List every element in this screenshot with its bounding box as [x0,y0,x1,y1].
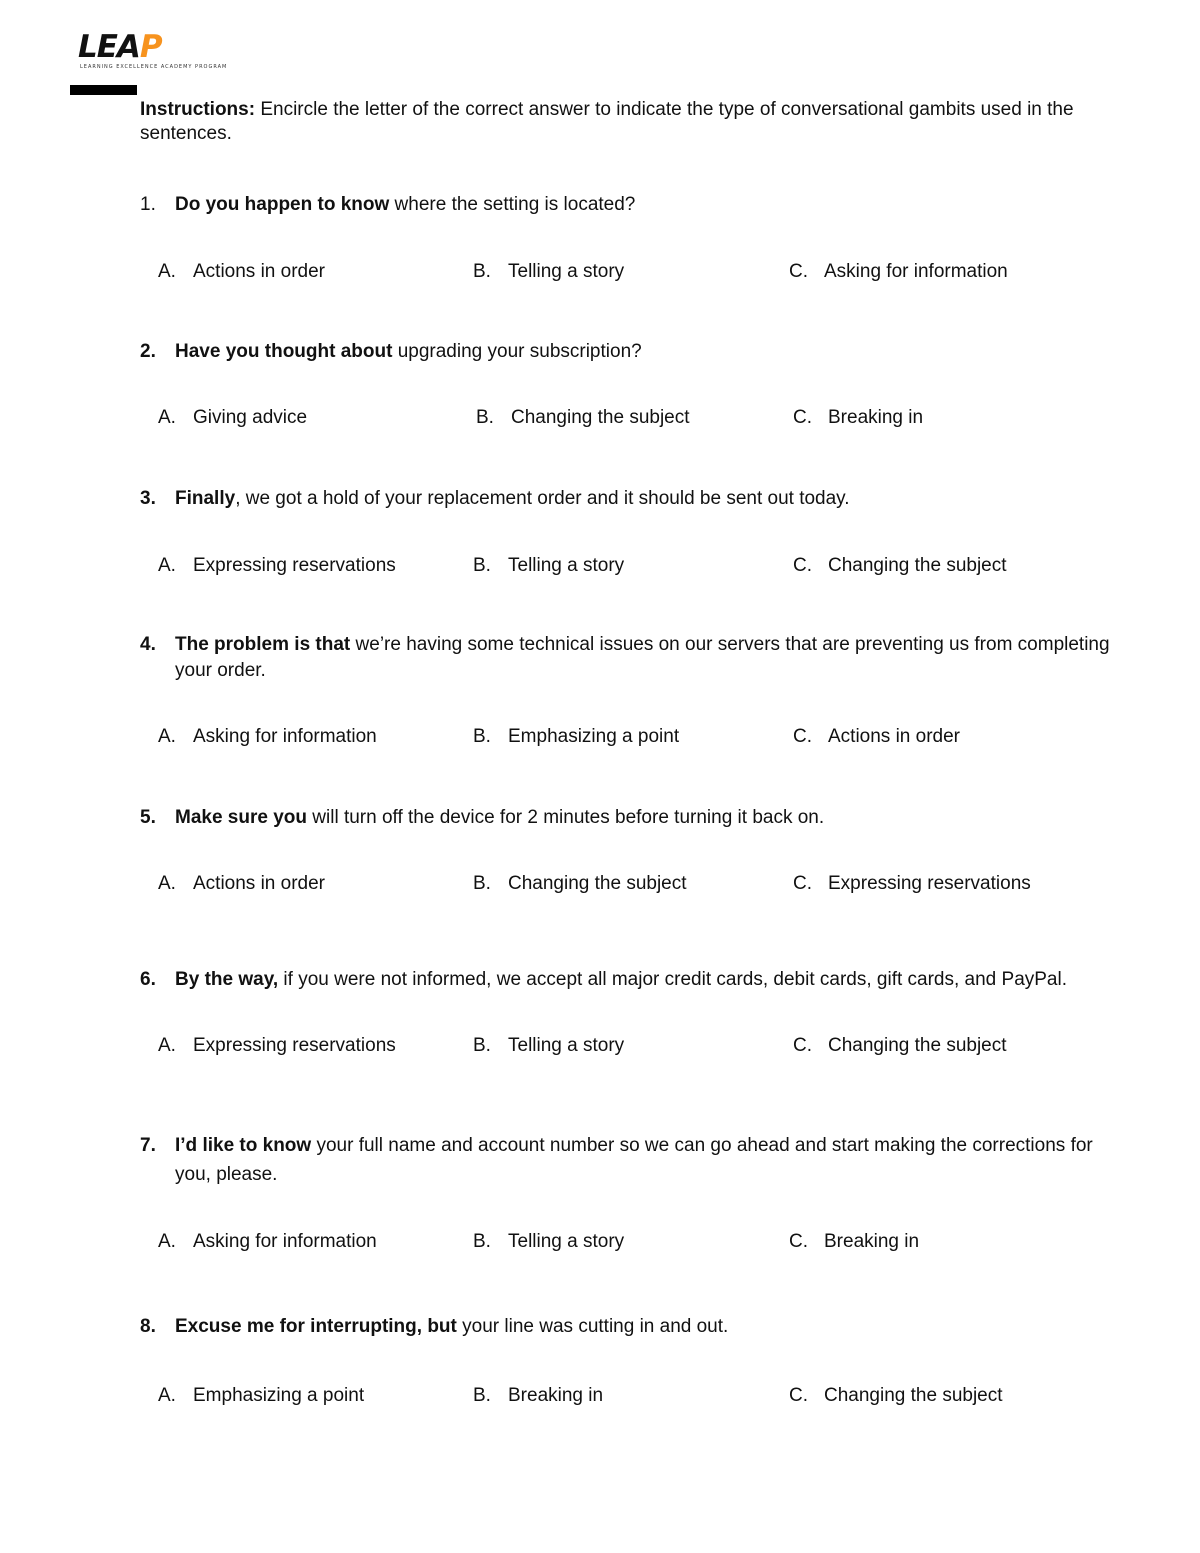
option-3c[interactable]: C. Changing the subject [793,555,1007,576]
option-8a[interactable]: A. Emphasizing a point [158,1385,365,1406]
question-number: 5. [140,807,156,828]
question-number: 1. [140,194,156,215]
option-8c[interactable]: C. Changing the subject [789,1385,1003,1406]
option-7c[interactable]: C. Breaking in [789,1231,920,1252]
question-number: 8. [140,1316,156,1337]
option-4b[interactable]: B. Emphasizing a point [473,726,680,747]
question-5 [140,805,1130,831]
question-text: Finally, we got a hold of your replacement order and it should be sent out today. [175,488,850,509]
header-rule [70,85,137,95]
option-8b[interactable]: B. Breaking in [473,1385,604,1406]
question-text: Do you happen to know where the setting is located? [175,194,636,215]
option-3b[interactable]: B. Telling a story [473,555,625,576]
question-2 [140,339,1130,365]
question-text: By the way, if you were not informed, we accept all major credit cards, debit cards, gift cards, and PayPal. [175,969,1068,990]
question-text: The problem is that we’re having some technical issues on our servers that are preventing us from completing your order. [175,634,1110,681]
question-number: 6. [140,969,156,990]
option-5c[interactable]: C. Expressing reservations [793,873,1031,894]
option-1a[interactable]: A. Actions in order [158,261,326,282]
option-2b[interactable]: B. Changing the subject [476,407,690,428]
question-7 [140,1131,1130,1189]
question-text: Excuse me for interrupting, but your line was cutting in and out. [175,1316,729,1337]
option-6b[interactable]: B. Telling a story [473,1035,625,1056]
option-4a[interactable]: A. Asking for information [158,726,377,747]
instructions [140,98,1125,146]
question-number: 7. [140,1135,156,1156]
logo-tagline: LEARNING EXCELLENCE ACADEMY PROGRAM [80,64,228,70]
question-6 [140,967,1130,993]
option-2c[interactable]: C. Breaking in [793,407,924,428]
logo-wordmark: LEAP [78,29,162,65]
question-number: 2. [140,341,156,362]
instructions-text: Encircle the letter of the correct answer to indicate the type of conversational gambits used in the sentences. [140,99,1074,144]
option-7b[interactable]: B. Telling a story [473,1231,625,1252]
option-6c[interactable]: C. Changing the subject [793,1035,1007,1056]
option-5b[interactable]: B. Changing the subject [473,873,687,894]
leap-logo [78,29,228,74]
question-1 [140,192,1130,218]
option-7a[interactable]: A. Asking for information [158,1231,377,1252]
option-1b[interactable]: B. Telling a story [473,261,625,282]
question-text: Make sure you will turn off the device for 2 minutes before turning it back on. [175,807,825,828]
option-4c[interactable]: C. Actions in order [793,726,961,747]
option-1c[interactable]: C. Asking for information [789,261,1008,282]
question-8 [140,1314,1130,1340]
question-text: Have you thought about upgrading your subscription? [175,341,642,362]
option-5a[interactable]: A. Actions in order [158,873,326,894]
question-number: 3. [140,488,156,509]
option-6a[interactable]: A. Expressing reservations [158,1035,396,1056]
question-text: I’d like to know your full name and account number so we can go ahead and start making the corrections for you, please. [175,1135,1093,1185]
question-4 [140,632,1130,684]
question-number: 4. [140,634,156,655]
instructions-label: Instructions: [140,99,256,120]
option-2a[interactable]: A. Giving advice [158,407,308,428]
question-3 [140,486,1130,512]
option-3a[interactable]: A. Expressing reservations [158,555,396,576]
